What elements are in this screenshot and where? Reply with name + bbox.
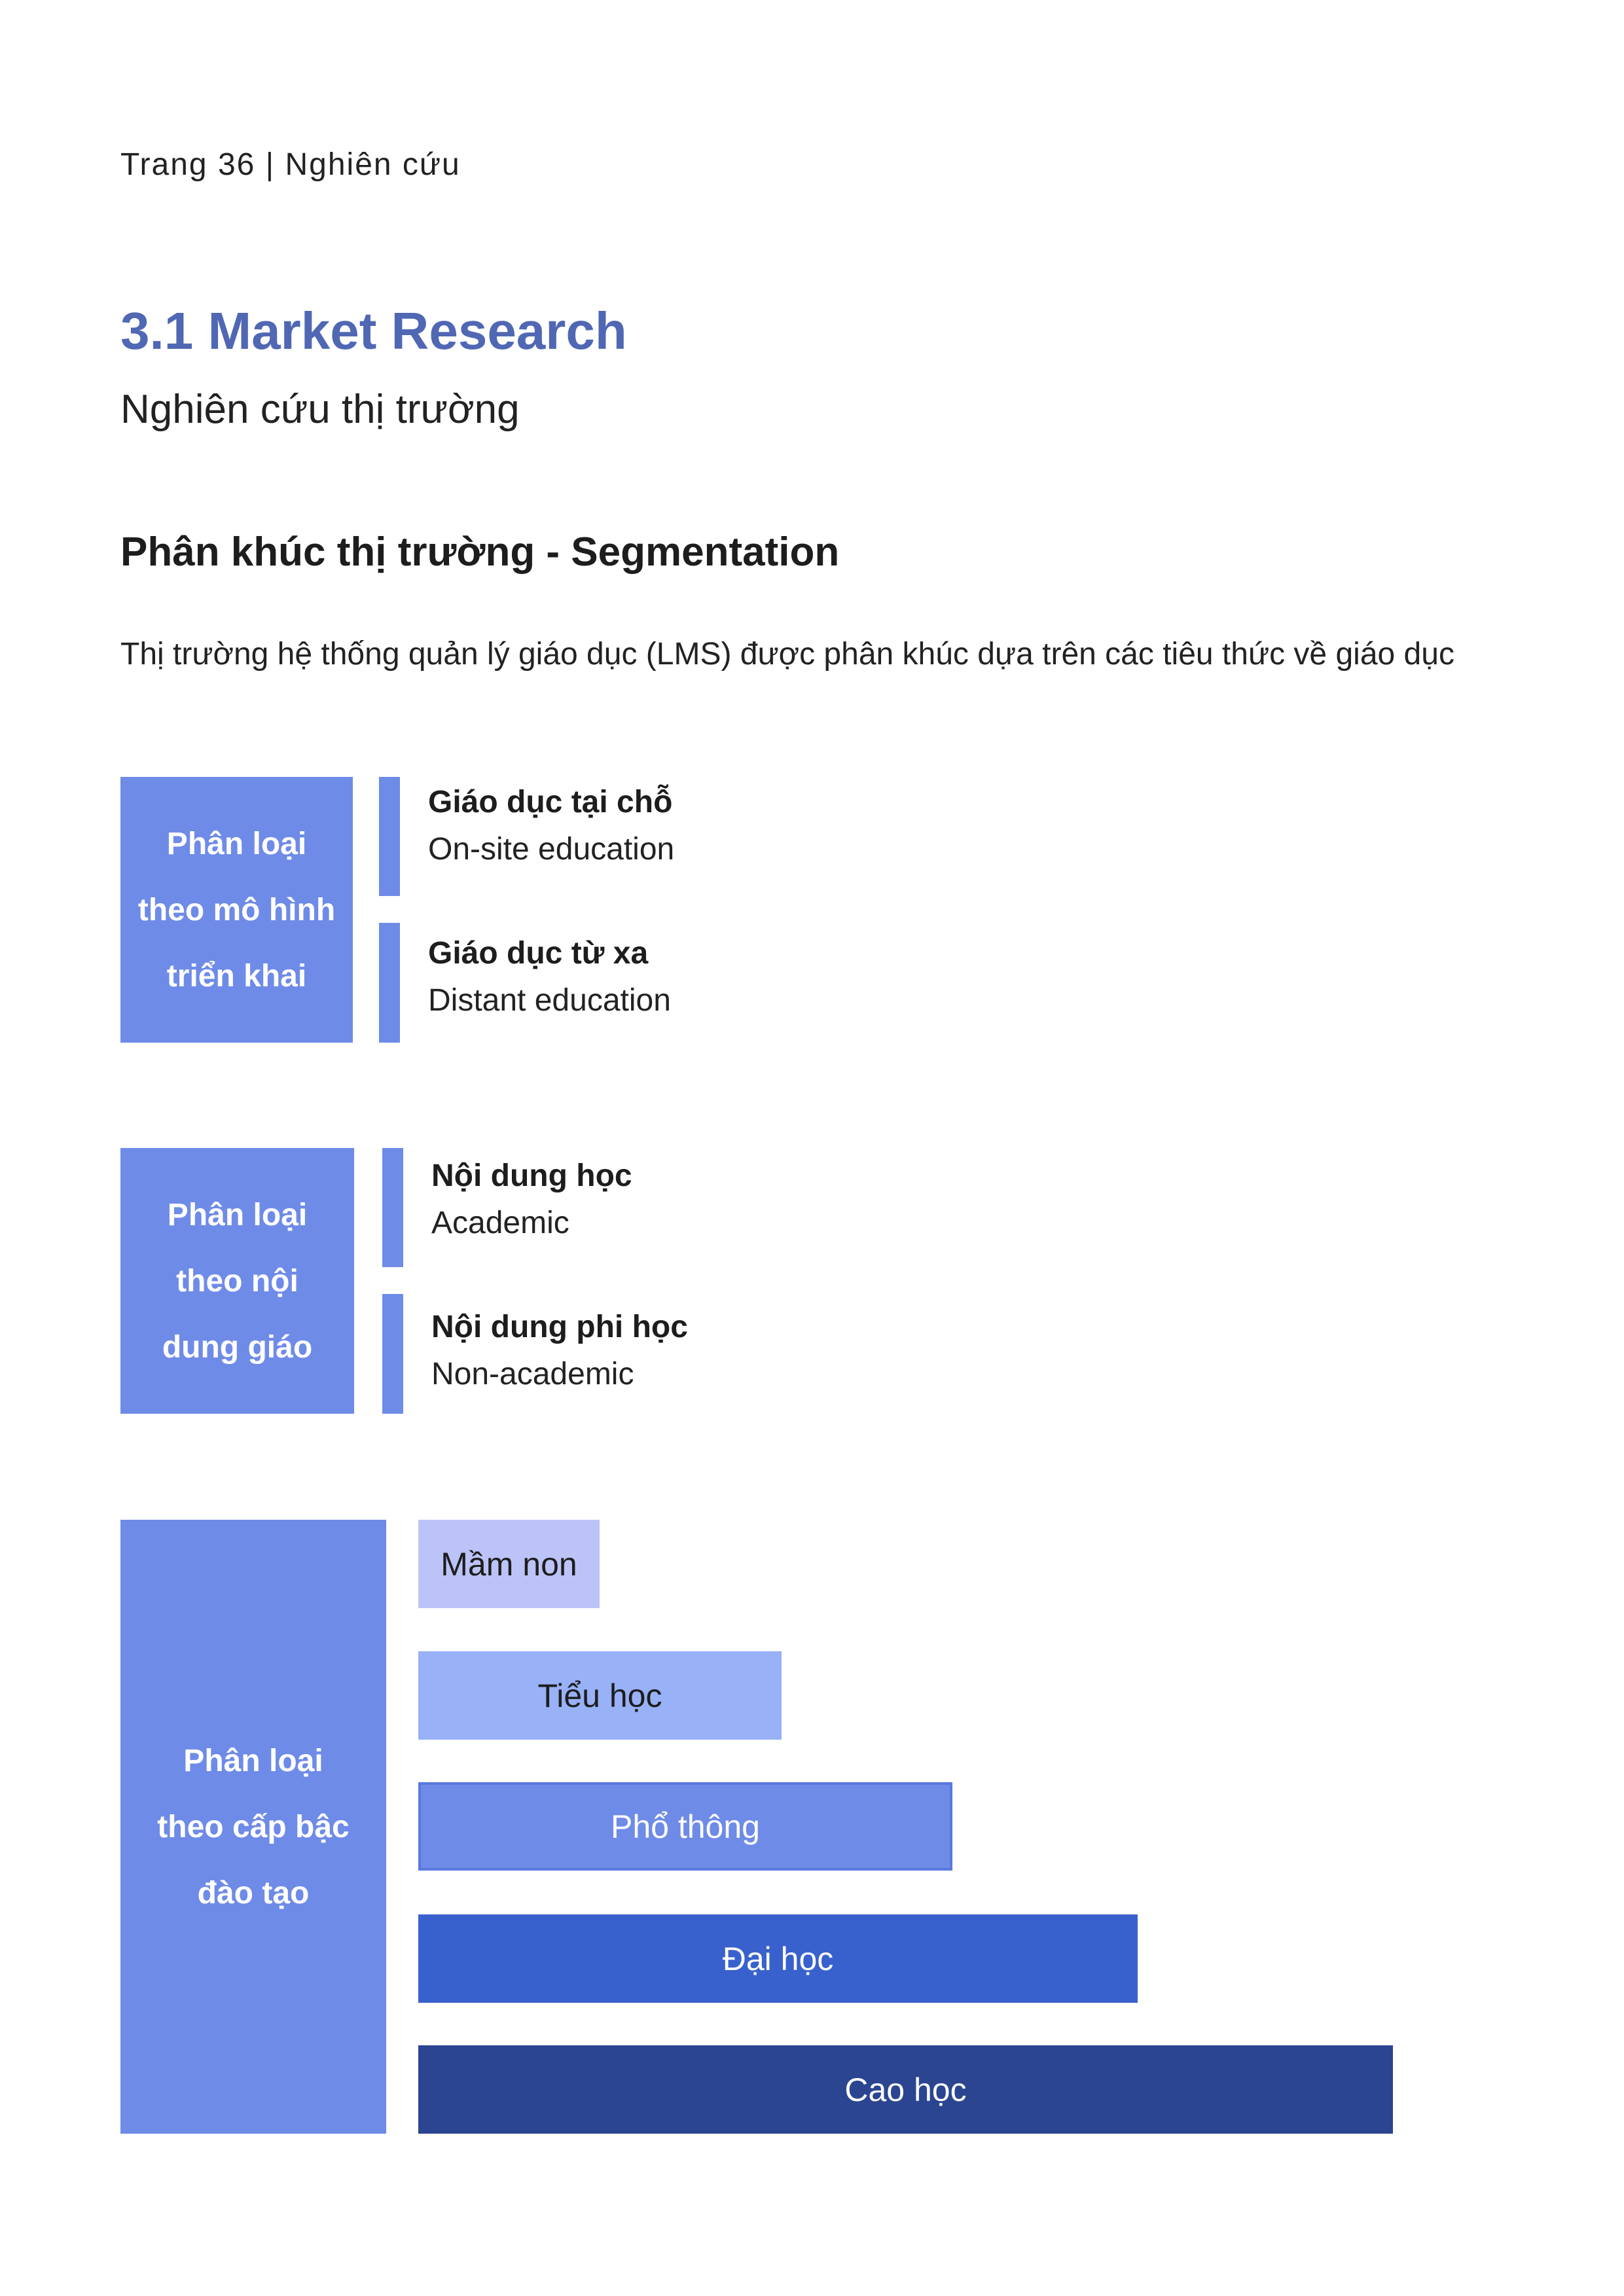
category-line: đào tạo xyxy=(197,1875,310,1910)
item-title: Nội dung học xyxy=(431,1158,632,1193)
item-bar xyxy=(379,777,400,896)
item-bar xyxy=(382,1148,403,1267)
category-line: Phân loại xyxy=(167,1197,308,1232)
category-box-content xyxy=(120,1148,354,1414)
level-label: Tiểu học xyxy=(537,1677,662,1714)
level-bar-cao-hoc xyxy=(418,2045,1393,2134)
category-line: Phân loại xyxy=(166,826,307,861)
page-header: Trang 36 | Nghiên cứu xyxy=(120,147,461,182)
level-bar-tieu-hoc xyxy=(418,1651,782,1740)
item-bar xyxy=(382,1294,403,1414)
section-title: Phân khúc thị trường - Segmentation xyxy=(120,529,840,575)
category-line: triển khai xyxy=(166,958,307,994)
category-line: theo nội xyxy=(176,1263,298,1299)
level-bar-dai-hoc xyxy=(418,1914,1138,2003)
category-box-deployment xyxy=(120,777,353,1043)
category-line: theo cấp bậc xyxy=(157,1809,350,1844)
item-title: Nội dung phi học xyxy=(431,1310,688,1344)
category-line: dung giáo xyxy=(162,1329,313,1365)
level-bar-mam-non xyxy=(418,1520,600,1608)
item-subtitle: On-site education xyxy=(428,832,675,867)
level-label: Phổ thông xyxy=(611,1808,760,1845)
category-line: Phân loại xyxy=(183,1743,323,1778)
intro-paragraph: Thị trường hệ thống quản lý giáo dục (LMS) được phân khúc dựa trên các tiêu thức về giáo dục xyxy=(120,637,1454,672)
item-title: Giáo dục từ xa xyxy=(428,936,649,971)
level-bar-pho-thong xyxy=(418,1782,952,1871)
page-subtitle: Nghiên cứu thị trường xyxy=(120,387,520,432)
level-label: Đại học xyxy=(722,1940,834,1977)
level-label: Mầm non xyxy=(441,1545,577,1583)
item-bar xyxy=(379,923,400,1043)
category-box-levels xyxy=(120,1520,386,2134)
item-subtitle: Academic xyxy=(431,1206,569,1240)
category-line: theo mô hình xyxy=(137,892,336,927)
level-label: Cao học xyxy=(844,2071,967,2108)
item-title: Giáo dục tại chỗ xyxy=(428,785,673,819)
item-subtitle: Non-academic xyxy=(431,1357,634,1391)
item-subtitle: Distant education xyxy=(428,983,671,1018)
page-title: 3.1 Market Research xyxy=(120,302,627,360)
